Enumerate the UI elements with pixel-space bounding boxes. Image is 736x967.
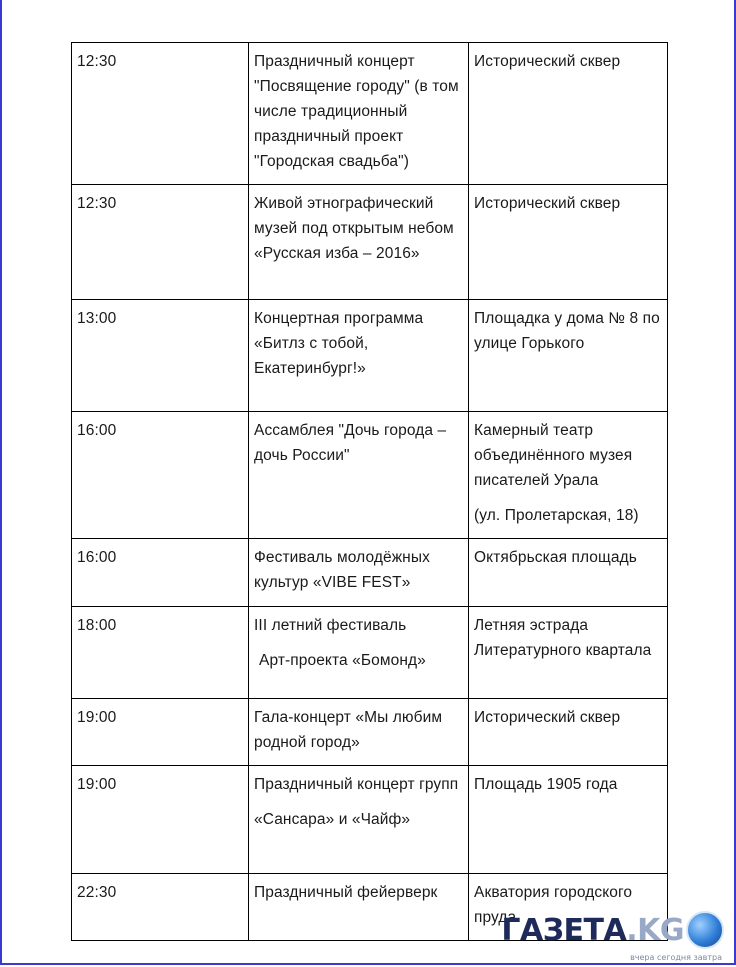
time-cell [72, 874, 249, 941]
time-text: 22:30 [77, 884, 117, 901]
time-cell [72, 699, 249, 766]
place-text: Исторический сквер [474, 195, 621, 212]
time-cell [72, 43, 249, 185]
table-row [72, 539, 668, 607]
place-address-text: (ул. Пролетарская, 18) [474, 507, 639, 524]
time-text: 12:30 [77, 53, 117, 70]
table-row [72, 699, 668, 766]
event-text: Праздничный концерт "Посвящение городу" (в том числе традиционный праздничный проект "Городская свадьба") [254, 53, 459, 170]
event-text: Гала-концерт «Мы любим родной город» [254, 709, 443, 751]
table-row [72, 185, 668, 300]
time-text: 19:00 [77, 709, 117, 726]
place-text: Исторический сквер [474, 709, 621, 726]
logo-brand: ГАЗЕТА [501, 912, 627, 948]
place-cell [469, 300, 668, 412]
event-cell [249, 412, 469, 539]
event-text: Живой этнографический музей под открытым небом «Русская изба – 2016» [254, 195, 454, 262]
logo-domain: .KG [626, 912, 684, 948]
place-text: Акватория городского пруда [474, 884, 633, 926]
event-cell [249, 43, 469, 185]
event-text: Фестиваль молодёжных культур «VIBE FEST» [254, 549, 430, 591]
place-text: Летняя эстрада Литературного квартала [474, 617, 652, 659]
table-row [72, 412, 668, 539]
event-cell [249, 874, 469, 941]
event-subtext: «Сансара» и «Чайф» [254, 811, 411, 828]
place-text: Октябрьская площадь [474, 549, 637, 566]
table-row [72, 43, 668, 185]
time-cell [72, 412, 249, 539]
event-text: Праздничный фейерверк [254, 884, 438, 901]
place-cell [469, 185, 668, 300]
event-cell [249, 185, 469, 300]
event-text: Праздничный концерт групп [254, 776, 459, 793]
event-subtext: Арт-проекта «Бомонд» [259, 652, 426, 669]
time-cell [72, 185, 249, 300]
globe-icon [686, 911, 724, 949]
time-text: 16:00 [77, 549, 117, 566]
event-cell [249, 766, 469, 874]
watermark-logo [501, 911, 724, 949]
place-cell [469, 412, 668, 539]
time-text: 16:00 [77, 422, 117, 439]
schedule-table [71, 42, 668, 941]
place-cell [469, 607, 668, 699]
table-row [72, 607, 668, 699]
schedule-body [72, 43, 668, 941]
place-text: Площадка у дома № 8 по улице Горького [474, 310, 660, 352]
place-text: Исторический сквер [474, 53, 621, 70]
place-text: Камерный театр объединённого музея писателей Урала [474, 422, 633, 489]
time-cell [72, 539, 249, 607]
place-cell [469, 43, 668, 185]
time-text: 19:00 [77, 776, 117, 793]
time-cell [72, 766, 249, 874]
time-text: 18:00 [77, 617, 117, 634]
event-cell [249, 300, 469, 412]
event-cell [249, 607, 469, 699]
logo-tagline: вчера сегодня завтра [630, 953, 722, 962]
event-cell [249, 699, 469, 766]
place-cell [469, 539, 668, 607]
time-text: 13:00 [77, 310, 117, 327]
time-cell [72, 300, 249, 412]
event-text: III летний фестиваль [254, 617, 407, 634]
event-text: Концертная программа «Битлз с тобой, Екатеринбург!» [254, 310, 424, 377]
event-text: Ассамблея "Дочь города – дочь России" [254, 422, 447, 464]
time-text: 12:30 [77, 195, 117, 212]
time-cell [72, 607, 249, 699]
place-cell [469, 699, 668, 766]
place-cell [469, 766, 668, 874]
event-cell [249, 539, 469, 607]
table-row [72, 766, 668, 874]
place-text: Площадь 1905 года [474, 776, 618, 793]
table-row [72, 300, 668, 412]
